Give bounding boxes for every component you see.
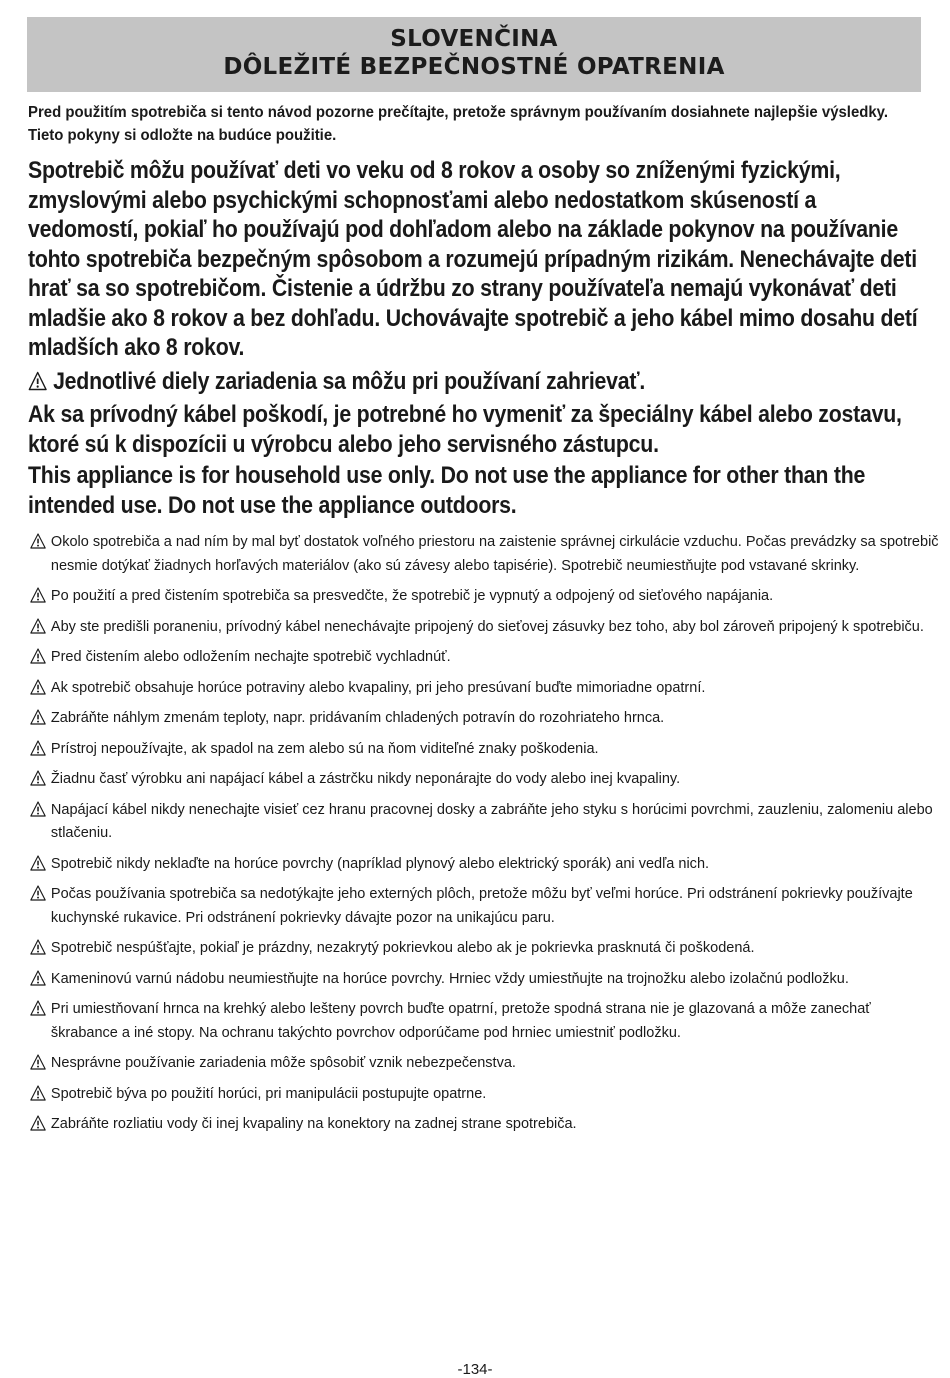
warning-text: Žiadnu časť výrobku ani napájací kábel a zástrčku nikdy neponárajte do vody alebo inej kvapaliny.	[50, 770, 681, 787]
warning-list	[28, 530, 939, 1136]
warning-item	[28, 1082, 941, 1106]
warning-item	[28, 645, 941, 669]
warning-text: Nesprávne používanie zariadenia môže spôsobiť vznik nebezpečenstva.	[50, 1054, 516, 1071]
warning-text: Spotrebič nespúšťajte, pokiaľ je prázdny, nezakrytý pokrievkou alebo ak je pokrievka prasknutá či poškodená.	[50, 939, 755, 956]
warning-triangle-icon	[30, 1085, 46, 1109]
warning-text: Zabráňte rozliatiu vody či inej kvapaliny na konektory na zadnej strane spotrebiča.	[50, 1115, 577, 1132]
warning-item	[28, 882, 941, 929]
household-use-paragraph: This appliance is for household use only. Do not use the appliance for other than the intended use. Do not use the appliance outdoors.	[28, 462, 866, 519]
warning-item	[28, 584, 941, 608]
warning-text: Spotrebič býva po použití horúci, pri manipulácii postupujte opatrne.	[50, 1084, 487, 1102]
warning-text: Zabráňte náhlym zmenám teploty, napr. pridávaním chladených potravín do rozohriateho hrnca.	[50, 709, 665, 726]
warning-item	[28, 530, 941, 577]
children-safety-paragraph: Spotrebič môžu používať deti vo veku od 8 rokov a osoby so zníženými fyzickými, zmyslovými alebo psychickými schopnosťami alebo nedostatkom skúseností a vedomostí, pokiaľ ho používajú pod dohľadom alebo na základe pokynov na používanie tohto spotrebiča bezpečným spôsobom a rozumejú prípadným rizikám. Nenechávajte deti hrať sa so spotrebičom. Čistenie a údržbu zo strany používateľa nemajú vykonávať deti mladšie ako 8 rokov a bez dohľadu. Uchovávajte spotrebič a jeho kábel mimo dosahu detí mladších ako 8 rokov.	[28, 157, 918, 361]
warning-triangle-icon	[30, 648, 46, 672]
warning-text: Ak spotrebič obsahuje horúce potraviny alebo kvapaliny, pri jeho presúvaní buďte mimoriadne opatrní.	[50, 678, 706, 696]
warning-triangle-icon	[30, 855, 46, 879]
warning-text: Aby ste predišli poraneniu, prívodný kábel nenechávajte pripojený do sieťovej zásuvky bez toho, aby bol zároveň pripojený k spotrebiču.	[50, 617, 924, 635]
warning-item	[28, 615, 941, 639]
warning-item	[28, 936, 941, 960]
warning-triangle-icon	[30, 533, 46, 557]
intro-text: Pred použitím spotrebiča si tento návod pozorne prečítajte, pretože správnym používaním dosiahnete najlepšie výsledky. Tieto pokyny si odložte na budúce použitie.	[28, 104, 889, 144]
warning-text: Spotrebič nikdy neklaďte na horúce povrchy (napríklad plynový alebo elektrický sporák) ani vedľa nich.	[50, 854, 710, 872]
warning-text: Pred čistením alebo odložením nechajte spotrebič vychladnúť.	[50, 648, 451, 665]
page-number: -134-	[457, 1361, 493, 1378]
warning-item	[28, 737, 941, 761]
warning-triangle-icon	[30, 587, 46, 611]
warning-item	[28, 706, 941, 730]
section-header	[27, 17, 921, 92]
warning-triangle-icon	[30, 709, 46, 733]
warning-text: Kameninovú varnú nádobu neumiestňujte na horúce povrchy. Hrniec vždy umiestňujte na trojnožku alebo izolačnú podložku.	[50, 969, 849, 987]
warning-triangle-icon	[30, 885, 46, 909]
warning-triangle-icon	[28, 369, 47, 399]
warning-text: Napájací kábel nikdy nenechajte visieť cez hranu pracovnej dosky a zabráňte jeho styku s horúcimi povrchmi, zauzleniu, zalomeniu alebo stlačeniu.	[50, 800, 933, 841]
warning-triangle-icon	[30, 740, 46, 764]
warning-triangle-icon	[30, 970, 46, 994]
warning-text: Po použití a pred čistením spotrebiča sa presvedčte, že spotrebič je vypnutý a odpojený od sieťového napájania.	[50, 587, 774, 604]
warning-item	[28, 767, 941, 791]
warning-triangle-icon	[30, 1115, 46, 1139]
warning-triangle-icon	[30, 1054, 46, 1078]
warning-triangle-icon	[30, 801, 46, 825]
warning-text: Pri umiestňovaní hrnca na krehký alebo lešteny povrch buďte opatrní, pretože spodná strana nie je glazovaná a môže zanechať škrabance a iné stopy. Na ochranu takýchto povrchov odporúčame pod hrniec umiestniť podložku.	[50, 1000, 871, 1041]
content	[28, 101, 939, 1143]
warning-triangle-icon	[30, 618, 46, 642]
warning-text: Okolo spotrebiča a nad ním by mal byť dostatok voľného priestoru na zaistenie správnej cirkulácie vzduchu. Počas prevádzky sa spotrebič nesmie dotýkať žiadnych horľavých materiálov (ako sú závesy alebo tapisérie). Spotrebič neumiestňujte pod vstavané skrinky.	[50, 533, 939, 574]
hot-parts-warning	[28, 367, 921, 399]
warning-item	[28, 798, 941, 845]
warning-triangle-icon	[30, 679, 46, 703]
warning-triangle-icon	[30, 939, 46, 963]
warning-item	[28, 997, 941, 1044]
page-title: DÔLEŽITÉ BEZPEČNOSTNÉ OPATRENIA	[223, 54, 725, 80]
warning-triangle-icon	[30, 770, 46, 794]
warning-text: Prístroj nepoužívajte, ak spadol na zem alebo sú na ňom viditeľné znaky poškodenia.	[50, 739, 599, 757]
warning-text: Počas používania spotrebiča sa nedotýkajte jeho externých plôch, pretože môžu byť veľmi horúce. Pri odstránení pokrievky používajte kuchynské rukavice. Pri odstránení pokrievky dávajte pozor na unikajúcu paru.	[50, 885, 913, 926]
warning-item	[28, 1112, 941, 1136]
warning-item	[28, 967, 941, 991]
warning-triangle-icon	[30, 1000, 46, 1024]
warning-item	[28, 1051, 941, 1075]
language-heading: SLOVENČINA	[390, 26, 558, 52]
warning-item	[28, 676, 941, 700]
warning-item	[28, 852, 941, 876]
cable-replacement-paragraph: Ak sa prívodný kábel poškodí, je potrebné ho vymeniť za špeciálny kábel alebo zostavu, ktoré sú k dispozícii u výrobcu alebo jeho servisného zástupcu.	[28, 401, 902, 458]
hot-parts-text: Jednotlivé diely zariadenia sa môžu pri používaní zahrievať.	[53, 367, 646, 395]
